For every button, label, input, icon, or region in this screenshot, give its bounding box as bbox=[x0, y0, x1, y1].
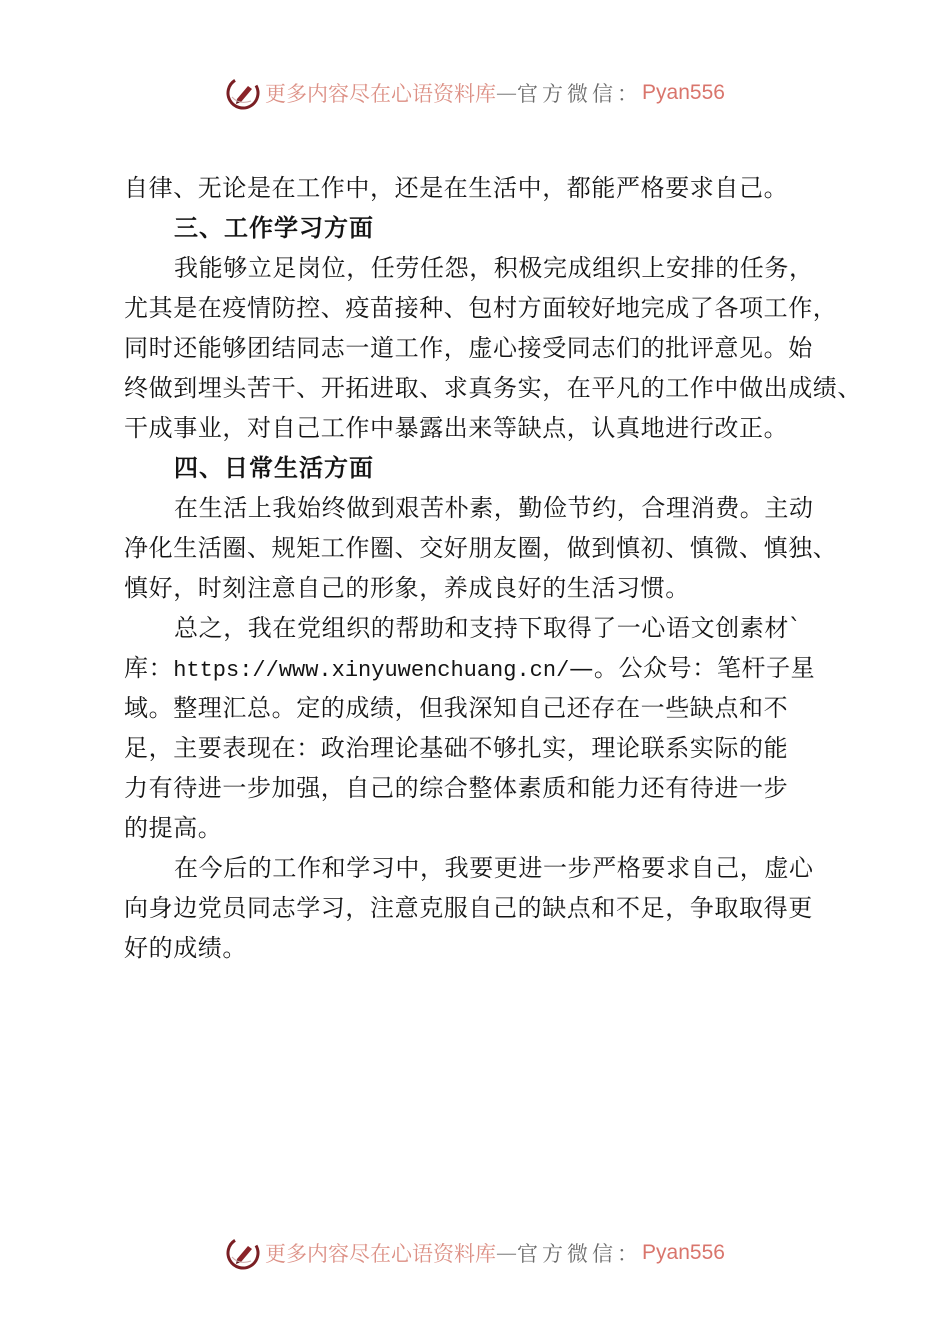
banner-dash: — bbox=[496, 81, 518, 105]
banner-dash: — bbox=[496, 1241, 518, 1265]
paragraph-line: 自律、无论是在工作中，还是在生活中，都能严格要求自己。 bbox=[124, 174, 789, 202]
paragraph-line: 慎好，时刻注意自己的形象，养成良好的生活习惯。 bbox=[124, 574, 690, 602]
url-prefix: 库： bbox=[124, 654, 174, 682]
banner-wechat-label: 官方微信： bbox=[517, 1242, 643, 1266]
paragraph-line: 终做到埋头苦干、开拓进取、求真务实，在平凡的工作中做出成绩、 bbox=[124, 374, 862, 402]
banner-wechat-id: Pyan556 bbox=[642, 1241, 725, 1264]
paragraph-line: 域。整理汇总。定的成绩，但我深知自己还存在一些缺点和不 bbox=[124, 694, 789, 722]
pen-in-circle-logo-icon bbox=[225, 75, 261, 111]
paragraph-line: 在生活上我始终做到艰苦朴素，勤俭节约，合理消费。主动 bbox=[174, 494, 814, 522]
paragraph-line: 好的成绩。 bbox=[124, 934, 247, 962]
banner-main-text: 更多内容尽在心语资料库 bbox=[265, 82, 497, 106]
paragraph-line: 足，主要表现在：政治理论基础不够扎实，理论联系实际的能 bbox=[124, 734, 789, 762]
pen-in-circle-logo-icon bbox=[225, 1235, 261, 1271]
paragraph-line: 力有待进一步加强，自己的综合整体素质和能力还有待进一步 bbox=[124, 774, 789, 802]
banner-main-text: 更多内容尽在心语资料库 bbox=[265, 1242, 497, 1266]
url-suffix: —。公众号：笔杆子星 bbox=[569, 654, 816, 682]
paragraph-line: 总之，我在党组织的帮助和支持下取得了一心语文创素材` bbox=[174, 614, 802, 642]
footer-watermark-banner bbox=[0, 1231, 950, 1275]
banner-wechat-id: Pyan556 bbox=[642, 81, 725, 104]
paragraph-line: 向身边党员同志学习，注意克服自己的缺点和不足，争取取得更 bbox=[124, 894, 813, 922]
header-watermark-banner bbox=[0, 71, 950, 115]
paragraph-line: 净化生活圈、规矩工作圈、交好朋友圈，做到慎初、慎微、慎独、 bbox=[124, 534, 838, 562]
paragraph-line: 在今后的工作和学习中，我要更进一步严格要求自己，虚心 bbox=[174, 854, 814, 882]
paragraph-line: 尤其是在疫情防控、疫苗接种、包村方面较好地完成了各项工作， bbox=[124, 294, 838, 322]
paragraph-line: 我能够立足岗位，任劳任怨，积极完成组织上安排的任务， bbox=[174, 254, 814, 282]
section-heading-work-study: 三、工作学习方面 bbox=[174, 214, 374, 242]
banner-wechat-label: 官方微信： bbox=[517, 82, 643, 106]
paragraph-line: 的提高。 bbox=[124, 814, 223, 842]
website-url-link[interactable]: https://www.xinyuwenchuang.cn/ bbox=[173, 658, 570, 683]
paragraph-line: 干成事业，对自己工作中暴露出来等缺点，认真地进行改正。 bbox=[124, 414, 789, 442]
paragraph-line: 同时还能够团结同志一道工作，虚心接受同志们的批评意见。始 bbox=[124, 334, 813, 362]
paragraph-line-with-url bbox=[124, 648, 864, 688]
section-heading-daily-life: 四、日常生活方面 bbox=[174, 454, 374, 482]
document-body bbox=[124, 168, 864, 968]
